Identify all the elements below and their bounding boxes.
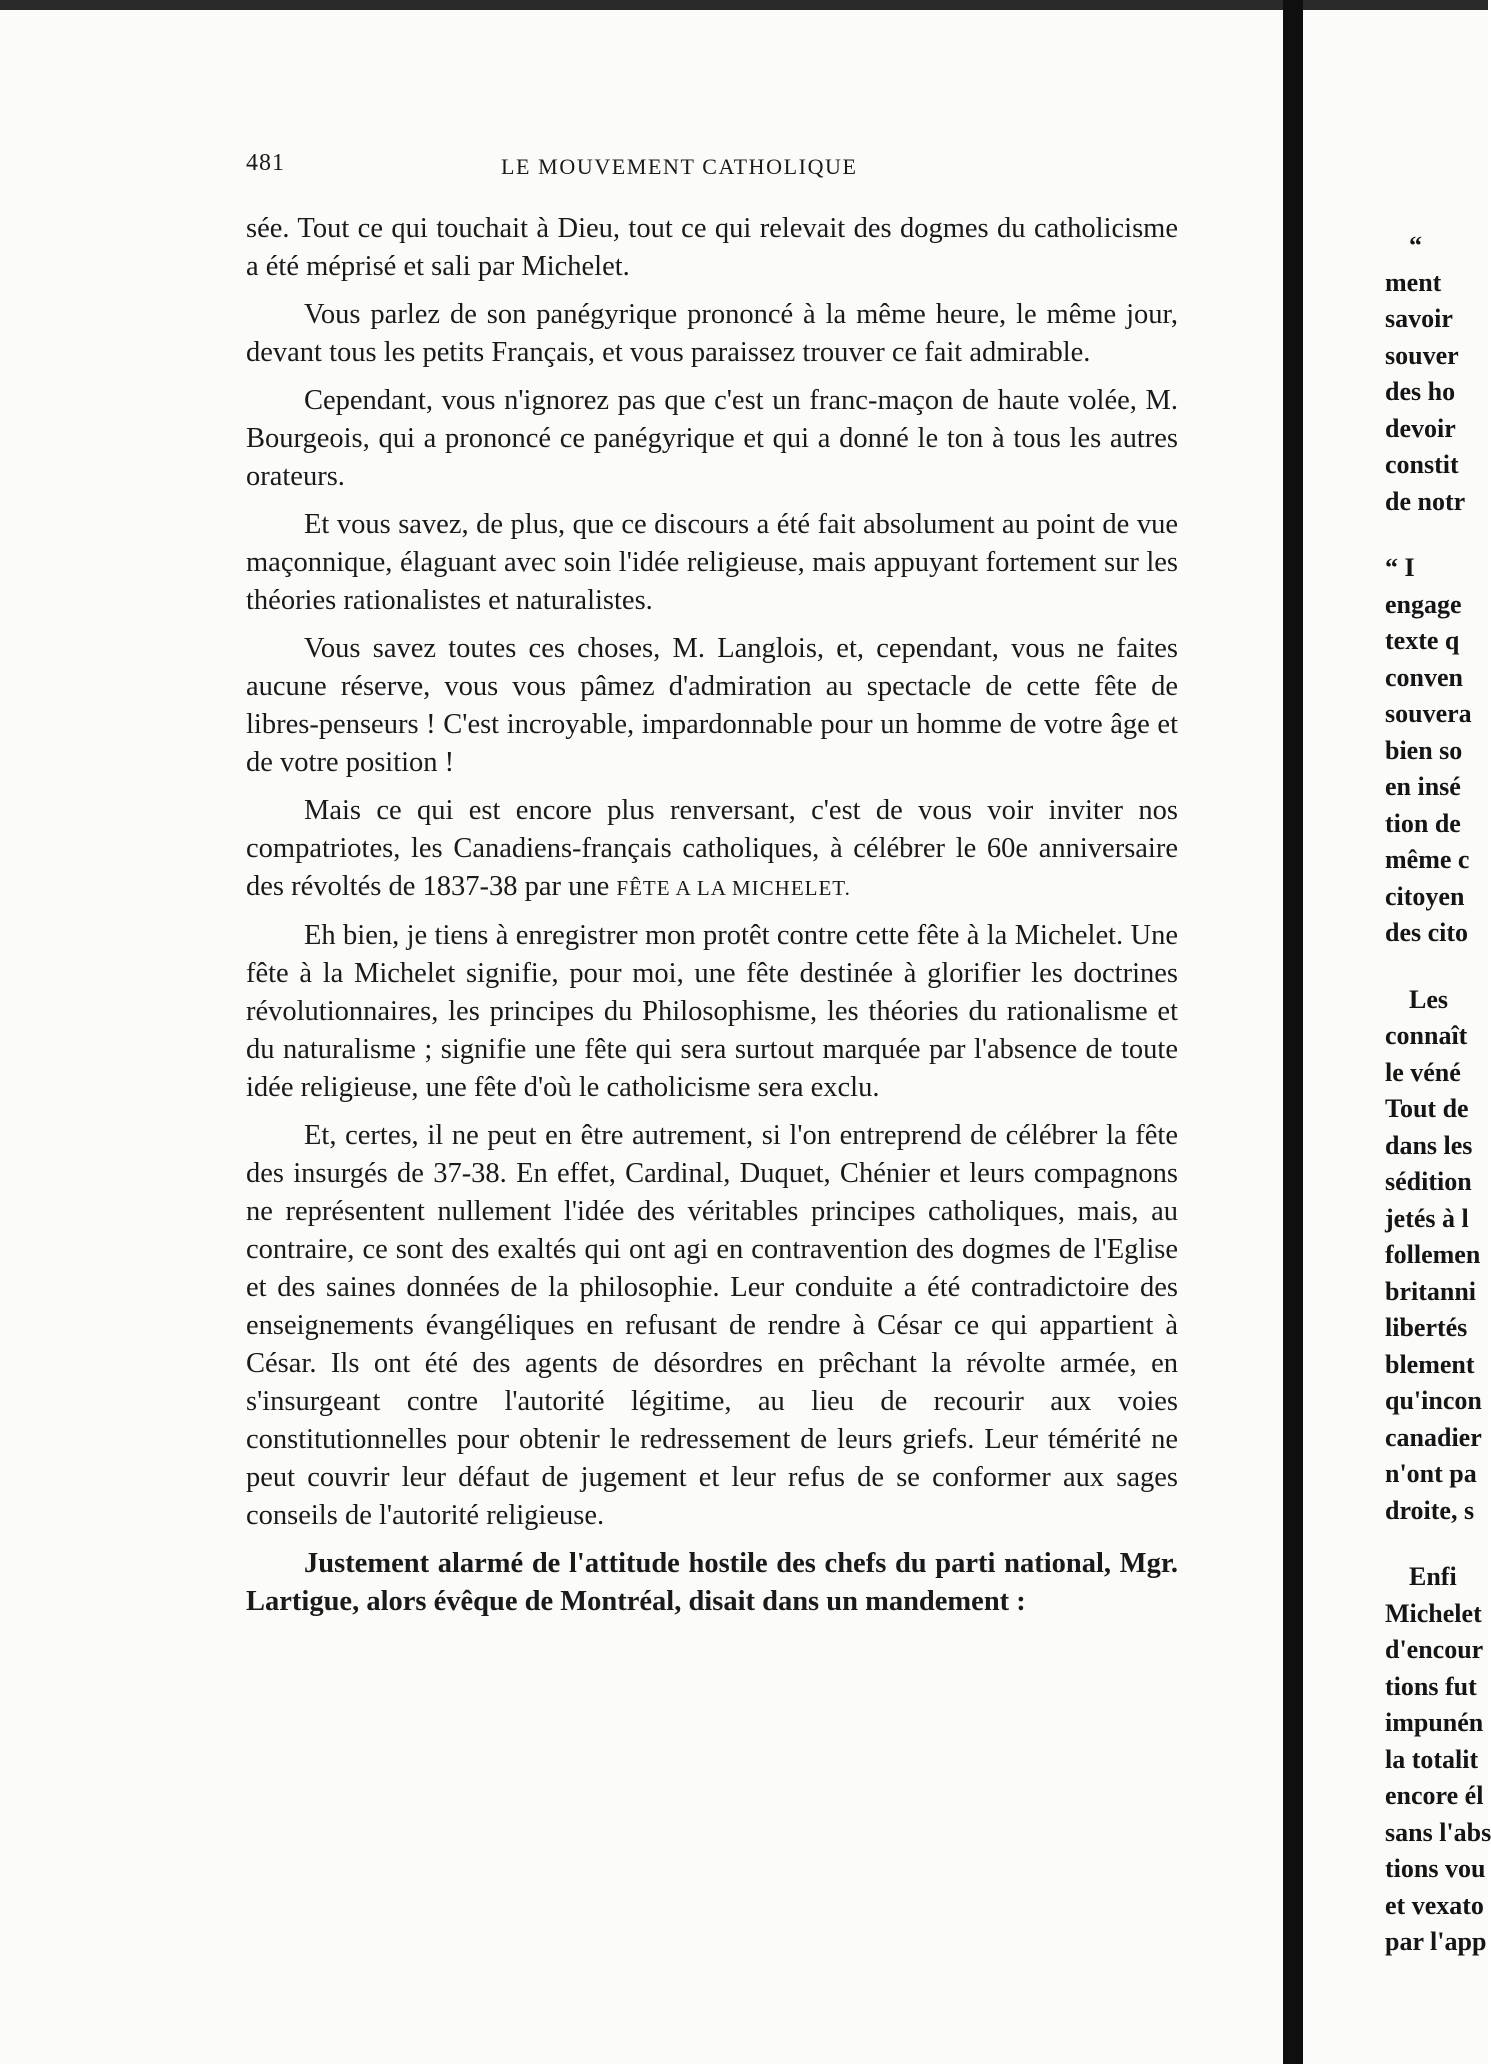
right-page-line: impunén: [1385, 1708, 1484, 1737]
right-page-line: tions vou: [1385, 1854, 1486, 1883]
right-page-line: tions fut: [1385, 1671, 1477, 1701]
page-body: [246, 210, 1178, 1621]
right-page-gap: [1385, 1529, 1488, 1559]
paragraph: Et, certes, il ne peut en être autrement, si l'on entreprend de célébrer la fête des insurgés de 37-38. En effet, Cardinal, Duquet, Chénier et leurs compagnons ne représentent nullement l'idée des véritables principes catholiques, mais, au contraire, ce sont des exaltés qui ont agi en contravention des dogmes de l'Eglise et des saines données de la philosophie. Leur conduite a été contradictoire des enseignements évangéliques en refusant de rendre à César ce qui appartient à César. Ils ont été des agents de désordres en prêchant la révolte armée, en s'insurgeant contre l'autorité légitime, au lieu de recourir aux voies constitutionnelles pour obtenir le redressement de leurs griefs. Leur témérité ne peut couvrir leur défaut de jugement et leur refus de se conformer aux sages conseils de l'autorité religieuse.: [246, 1120, 1178, 1531]
right-page-line: d'encour: [1385, 1635, 1484, 1664]
right-page-line: qu'incon: [1385, 1386, 1482, 1415]
paragraph: Et vous savez, de plus, que ce discours a été fait absolument au point de vue maçonnique, élaguant avec soin l'idée religieuse, mais appuyant fortement sur les théories rationalistes et naturalistes.: [246, 509, 1178, 616]
right-page-line: constit: [1385, 450, 1459, 479]
paragraph: Cependant, vous n'ignorez pas que c'est un franc-maçon de haute volée, M. Bourgeois, qui a prononcé ce panégyrique et qui a donné le ton à tous les autres orateurs.: [246, 385, 1178, 492]
right-page-line: de notr: [1385, 486, 1466, 516]
right-page-line: le véné: [1385, 1057, 1461, 1087]
right-page-line: des ho: [1385, 377, 1456, 406]
right-page-line: ment: [1385, 267, 1442, 297]
right-page-line: savoir: [1385, 304, 1453, 333]
paragraph: Vous savez toutes ces choses, M. Langlois, et, cependant, vous ne faites aucune réserve, vous vous pâmez d'admiration au spectacle de cette fête de libres-penseurs ! C'est incroyable, impardonnable pour un homme de votre âge et de votre position !: [246, 633, 1178, 778]
small-caps-phrase: FÊTE A LA MICHELET.: [616, 876, 851, 900]
running-title: LE MOUVEMENT CATHOLIQUE: [501, 154, 858, 179]
paragraph: Vous parlez de son panégyrique prononcé à la même heure, le même jour, devant tous les petits Français, et vous paraissez trouver ce fait admirable.: [246, 299, 1178, 368]
right-page-line: encore él: [1385, 1781, 1484, 1810]
scan-top-edge: [0, 0, 1488, 10]
right-page-gap: [1385, 952, 1488, 982]
right-page-line: sans l'abs: [1385, 1817, 1491, 1847]
right-page-line: sédition: [1385, 1167, 1472, 1196]
right-page-line: souvera: [1385, 699, 1472, 728]
right-page-line: conven: [1385, 662, 1463, 692]
left-page: [246, 150, 1178, 1631]
right-page-line: droite, s: [1385, 1495, 1475, 1525]
right-page-line: engage: [1385, 589, 1462, 619]
right-page-line: Enfi: [1409, 1562, 1457, 1591]
right-page-line: bien so: [1385, 735, 1463, 765]
right-page-gap: [1385, 520, 1488, 550]
paragraph: sée. Tout ce qui touchait à Dieu, tout ce qui relevait des dogmes du catholicisme a été méprisé et sali par Michelet.: [246, 213, 1178, 282]
right-page-line: Les: [1409, 984, 1448, 1014]
right-page-line: Michelet: [1385, 1598, 1482, 1628]
right-page-line: blement: [1385, 1349, 1475, 1379]
page-gutter-divider: [1283, 0, 1303, 2064]
right-page-line: devoir: [1385, 413, 1456, 443]
paragraph: Justement alarmé de l'attitude hostile des chefs du parti national, Mgr. Lartigue, alors évêque de Montréal, disait dans un mandement :: [246, 1548, 1178, 1617]
right-page-line: n'ont pa: [1385, 1459, 1477, 1488]
right-page-line: connaît: [1385, 1021, 1468, 1050]
right-page-line: et vexato: [1385, 1890, 1484, 1920]
right-page-line: dans les: [1385, 1130, 1473, 1160]
right-page-line: “: [1409, 231, 1422, 260]
right-page-line: “ I: [1385, 553, 1415, 582]
right-page-line: canadier: [1385, 1422, 1482, 1452]
right-page-line: britanni: [1385, 1276, 1477, 1306]
right-page-line: Tout de: [1385, 1094, 1469, 1123]
right-page-line: citoyen: [1385, 881, 1465, 911]
right-page-line: la totalit: [1385, 1744, 1479, 1774]
right-page-line: jetés à l: [1385, 1203, 1469, 1233]
right-page-line: texte q: [1385, 626, 1460, 655]
right-page-line: des cito: [1385, 918, 1469, 947]
paragraph-text: Mais ce qui est encore plus renversant, c'est de vous voir inviter nos compatriotes, les Canadiens-français catholiques, à célébrer le 60e anniversaire des révoltés de 1837-38 par une: [246, 795, 1178, 902]
right-page-fragment: [1385, 228, 1491, 1956]
paragraph: Eh bien, je tiens à enregistrer mon protêt contre cette fête à la Michelet. Une fête à la Michelet signifie, pour moi, une fête destinée à glorifier les doctrines révolutionnaires, les principes du Philosophisme, les théories du rationalisme et du naturalisme ; signifie une fête qui sera surtout marquée par l'absence de toute idée religieuse, une fête d'où le catholicisme sera exclu.: [246, 920, 1178, 1103]
right-page-line: souver: [1385, 340, 1459, 370]
page-number: 481: [246, 150, 285, 176]
right-page-line: libertés: [1385, 1313, 1468, 1342]
paragraph: [246, 792, 1178, 907]
right-page-line: en insé: [1385, 772, 1461, 801]
running-head: [246, 150, 1178, 190]
right-page-line: tion de: [1385, 808, 1461, 838]
right-page-line: même c: [1385, 845, 1470, 874]
right-page-line: follemen: [1385, 1240, 1481, 1269]
right-page-line: par l'app: [1385, 1927, 1487, 1956]
